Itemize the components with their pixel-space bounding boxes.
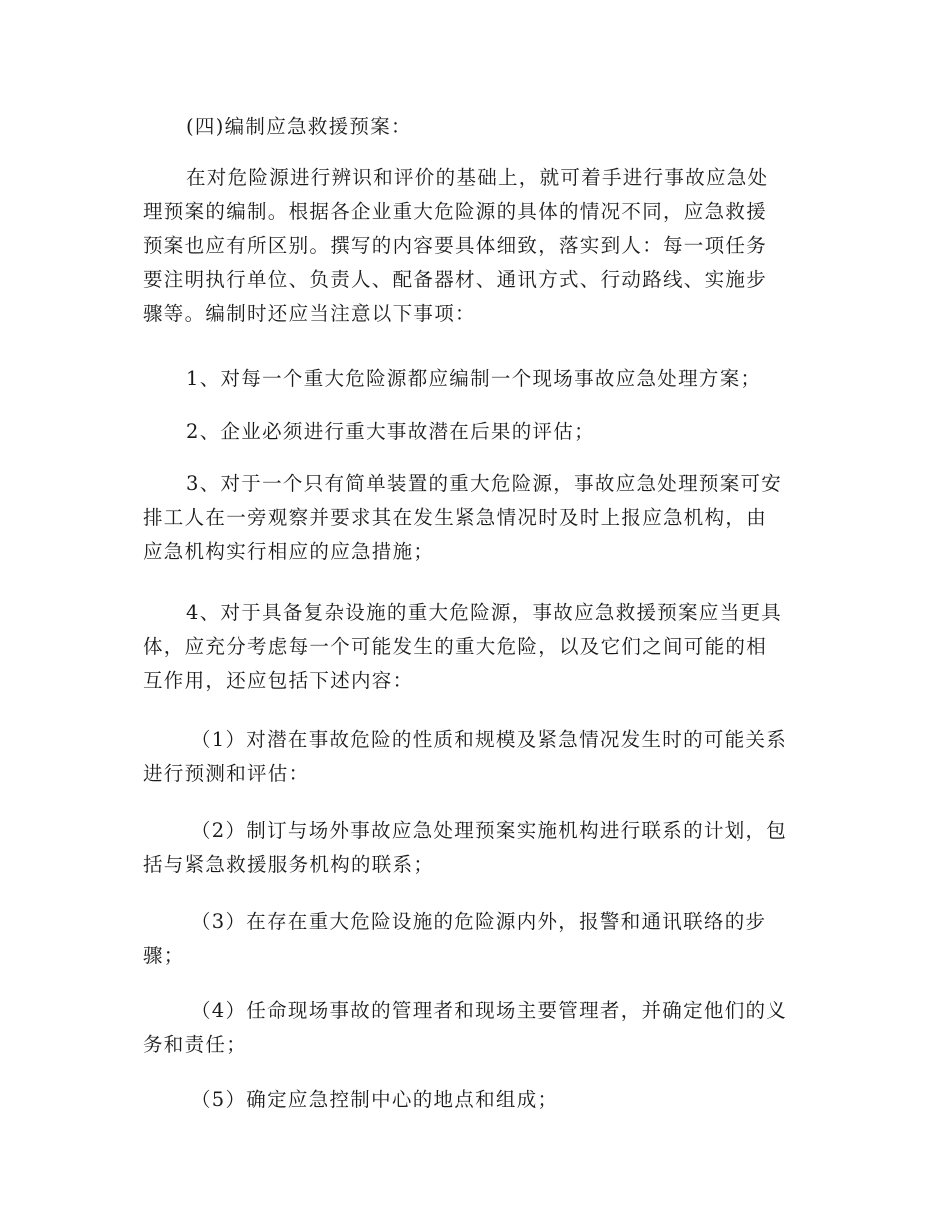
paragraph-line: 括与紧急救援服务机构的联系； [143,853,435,876]
heading-line: (四)编制应急救援预案： [186,115,412,138]
paragraph-line: 2、企业必须进行重大事故潜在后果的评估； [186,420,595,443]
paragraph-intro [143,161,808,331]
paragraph-line: 体，应充分考虑每一个可能发生的重大危险，以及它们之间可能的相 [143,635,768,658]
sub-item-3 [143,905,808,973]
section-heading [143,110,808,144]
paragraph-line: （4）任命现场事故的管理者和现场主要管理者，并确定他们的义 [191,999,788,1022]
paragraph-line: 务和责任； [143,1033,248,1056]
paragraph-line: 预案也应有所区别。撰写的内容要具体细致，落实到人：每一项任务 [143,234,768,257]
paragraph-line: 3、对于一个只有简单装置的重大危险源，事故应急处理预案可安 [186,472,783,495]
paragraph-line: （2）制订与场外事故应急处理预案实施机构进行联系的计划，包 [191,819,788,842]
paragraph-line: （5）确定应急控制中心的地点和组成； [191,1088,559,1111]
paragraph-line: 互作用，还应包括下述内容： [143,669,414,692]
paragraph-line: 理预案的编制。根据各企业重大危险源的具体的情况不同，应急救援 [143,200,768,223]
sub-item-4 [143,994,808,1062]
list-item-3 [143,467,808,569]
paragraph-line: 应急机构实行相应的应急措施； [143,540,435,563]
paragraph-line: 骤； [143,944,185,967]
paragraph-line: 骤等。编制时还应当注意以下事项： [143,302,476,325]
sub-item-5 [143,1083,808,1117]
paragraph-line: 进行预测和评估： [143,762,310,785]
list-item-2 [143,415,808,449]
paragraph-line: （3）在存在重大危险设施的危险源内外，报警和通讯联络的步 [191,910,767,933]
paragraph-line: 1、对每一个重大危险源都应编制一个现场事故应急处理方案； [186,367,762,390]
paragraph-line: 在对危险源进行辨识和评价的基础上，就可着手进行事故应急处 [186,166,769,189]
paragraph-line: 排工人在一旁观察并要求其在发生紧急情况时及时上报应急机构，由 [143,506,768,529]
paragraph-line: 要注明执行单位、负责人、配备器材、通讯方式、行动路线、实施步 [143,268,768,291]
paragraph-line: 4、对于具备复杂设施的重大危险源，事故应急救援预案应当更具 [186,601,783,624]
sub-item-2 [143,814,808,882]
paragraph-line: （1）对潜在事故危险的性质和规模及紧急情况发生时的可能关系 [191,728,788,751]
list-item-1 [143,362,808,396]
list-item-4 [143,596,808,698]
sub-item-1 [143,723,808,791]
